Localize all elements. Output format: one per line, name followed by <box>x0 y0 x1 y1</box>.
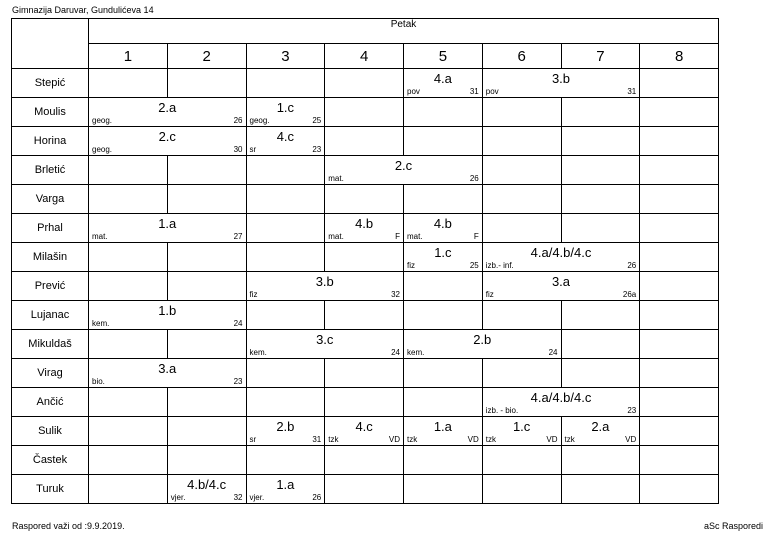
class-label: 2.a <box>591 419 610 434</box>
empty-slot <box>640 156 719 185</box>
class-label: 4.c <box>355 419 373 434</box>
room-label: 26 <box>312 493 322 502</box>
empty-slot <box>89 156 168 185</box>
lesson-cell[interactable] <box>246 475 325 504</box>
period-number: 3 <box>246 44 325 69</box>
empty-slot <box>325 69 404 98</box>
teacher-name: Ančić <box>12 388 89 417</box>
empty-slot <box>325 301 404 330</box>
room-label: 24 <box>391 348 400 357</box>
room-label: VD <box>546 435 558 444</box>
teacher-name: Prhal <box>12 214 89 243</box>
class-label: 3.c <box>316 332 334 347</box>
empty-slot <box>167 330 246 359</box>
empty-slot <box>404 185 483 214</box>
subject-label: sr <box>249 145 257 154</box>
empty-slot <box>640 127 719 156</box>
subject-label: kem. <box>407 348 425 357</box>
empty-slot <box>167 69 246 98</box>
room-label: 26 <box>233 116 243 125</box>
teacher-row <box>12 272 719 301</box>
empty-slot <box>325 243 404 272</box>
teacher-name: Milašin <box>12 243 89 272</box>
class-label: 4.a/4.b/4.c <box>530 245 592 260</box>
class-label: 2.b <box>276 419 295 434</box>
empty-slot <box>167 417 246 446</box>
class-label: 2.c <box>158 129 176 144</box>
empty-slot <box>325 185 404 214</box>
teacher-name: Častek <box>12 446 89 475</box>
room-label: 26 <box>469 174 479 183</box>
valid-from-note: Raspored važi od :9.9.2019. <box>12 521 125 531</box>
teacher-row <box>12 330 719 359</box>
room-label: VD <box>467 435 479 444</box>
empty-slot <box>246 214 325 243</box>
empty-slot <box>640 185 719 214</box>
empty-slot <box>89 446 168 475</box>
subject-label: izb. - bio. <box>485 406 519 415</box>
teacher-row <box>12 156 719 185</box>
lesson-cell[interactable] <box>246 417 325 446</box>
teacher-row <box>12 475 719 504</box>
empty-slot <box>404 388 483 417</box>
lesson-cell[interactable] <box>89 359 247 388</box>
teacher-row <box>12 417 719 446</box>
room-label: 24 <box>548 348 558 357</box>
subject-label: tzk <box>328 435 339 444</box>
empty-slot <box>640 388 719 417</box>
room-label: 31 <box>312 435 322 444</box>
class-label: 1.c <box>434 245 452 260</box>
class-label: 1.a <box>276 477 295 492</box>
lesson-cell[interactable] <box>482 272 640 301</box>
empty-slot <box>89 330 168 359</box>
school-name: Gimnazija Daruvar, Gundulićeva 14 <box>12 5 154 15</box>
period-number: 4 <box>325 44 404 69</box>
lesson-cell[interactable] <box>246 272 404 301</box>
lesson-cell[interactable] <box>404 243 483 272</box>
empty-slot <box>482 127 561 156</box>
empty-slot <box>561 185 640 214</box>
teacher-name: Lujanac <box>12 301 89 330</box>
empty-slot <box>167 388 246 417</box>
empty-slot <box>89 417 168 446</box>
subject-label: fiz <box>485 290 494 299</box>
period-number: 5 <box>404 44 483 69</box>
teacher-name: Virag <box>12 359 89 388</box>
class-label: 4.b <box>433 216 452 231</box>
class-label: 1.a <box>158 216 177 231</box>
class-label: 2.c <box>394 158 413 173</box>
subject-label: geog. <box>249 116 270 125</box>
lesson-cell[interactable] <box>89 214 247 243</box>
empty-slot <box>404 359 483 388</box>
lesson-cell[interactable] <box>325 156 483 185</box>
teacher-row <box>12 69 719 98</box>
empty-slot <box>325 98 404 127</box>
class-label: 4.b/4.c <box>187 477 227 492</box>
room-label: 25 <box>469 261 479 270</box>
empty-slot <box>246 69 325 98</box>
teacher-row <box>12 98 719 127</box>
empty-slot <box>325 475 404 504</box>
empty-slot <box>640 417 719 446</box>
subject-label: kem. <box>92 319 110 328</box>
empty-slot <box>167 446 246 475</box>
timetable-body <box>12 69 719 504</box>
empty-slot <box>640 214 719 243</box>
empty-slot <box>561 359 640 388</box>
subject-label: geog. <box>92 116 113 125</box>
teacher-name: Prević <box>12 272 89 301</box>
period-number: 8 <box>640 44 719 69</box>
empty-slot <box>640 475 719 504</box>
class-label: 1.a <box>433 419 452 434</box>
empty-slot <box>482 301 561 330</box>
empty-slot <box>246 446 325 475</box>
lesson-cell[interactable] <box>89 127 247 156</box>
lesson-cell[interactable] <box>482 69 640 98</box>
room-label: 31 <box>469 87 479 96</box>
empty-slot <box>640 98 719 127</box>
subject-label: pov <box>485 87 499 96</box>
empty-slot <box>325 388 404 417</box>
empty-slot <box>89 185 168 214</box>
room-label: 30 <box>233 145 243 154</box>
lesson-cell[interactable] <box>404 69 483 98</box>
empty-slot <box>640 69 719 98</box>
room-label: 27 <box>233 232 243 241</box>
room-label: 26 <box>627 261 637 270</box>
room-label: 23 <box>312 145 322 154</box>
lesson-cell[interactable] <box>404 417 483 446</box>
class-label: 4.b <box>355 216 374 231</box>
day-header: Petak <box>89 19 719 44</box>
class-label: 3.a <box>551 274 571 289</box>
timetable <box>11 18 719 504</box>
empty-slot <box>325 127 404 156</box>
teacher-row <box>12 446 719 475</box>
empty-slot <box>561 330 640 359</box>
teacher-row <box>12 388 719 417</box>
subject-label: mat. <box>407 232 423 241</box>
room-label: 23 <box>233 377 243 386</box>
room-label: 32 <box>233 493 243 502</box>
empty-slot <box>404 301 483 330</box>
subject-label: mat. <box>328 174 344 183</box>
room-label: 31 <box>627 87 637 96</box>
class-label: 4.c <box>276 129 295 144</box>
empty-slot <box>482 185 561 214</box>
empty-slot <box>246 388 325 417</box>
empty-slot <box>89 69 168 98</box>
lesson-cell[interactable] <box>404 330 562 359</box>
empty-slot <box>404 98 483 127</box>
empty-slot <box>167 185 246 214</box>
empty-slot <box>482 156 561 185</box>
teacher-row <box>12 359 719 388</box>
lesson-cell[interactable] <box>561 417 640 446</box>
empty-slot <box>561 98 640 127</box>
lesson-cell[interactable] <box>482 243 640 272</box>
software-credit: aSc Rasporedi <box>704 521 764 531</box>
empty-slot <box>246 359 325 388</box>
empty-slot <box>640 301 719 330</box>
empty-slot <box>246 243 325 272</box>
class-label: 2.a <box>158 100 177 115</box>
empty-slot <box>482 359 561 388</box>
subject-label: vjer. <box>249 493 265 502</box>
lesson-cell[interactable] <box>246 98 325 127</box>
room-label: 23 <box>627 406 637 415</box>
subject-label: tzk <box>564 435 575 444</box>
empty-slot <box>167 272 246 301</box>
teacher-name: Brletić <box>12 156 89 185</box>
subject-label: izb.- inf. <box>485 261 514 270</box>
empty-slot <box>246 301 325 330</box>
subject-label: kem. <box>249 348 267 357</box>
teacher-row <box>12 214 719 243</box>
lesson-cell[interactable] <box>404 214 483 243</box>
teacher-name: Turuk <box>12 475 89 504</box>
period-number: 2 <box>167 44 246 69</box>
subject-label: fiz <box>407 261 415 270</box>
empty-slot <box>89 272 168 301</box>
lesson-cell[interactable] <box>246 127 325 156</box>
class-label: 2.b <box>473 332 492 347</box>
lesson-cell[interactable] <box>89 301 247 330</box>
corner-cell <box>12 19 89 69</box>
period-number: 6 <box>482 44 561 69</box>
empty-slot <box>640 243 719 272</box>
room-label: VD <box>625 435 637 444</box>
teacher-row <box>12 127 719 156</box>
class-label: 3.a <box>158 361 177 376</box>
teacher-row <box>12 185 719 214</box>
empty-slot <box>561 475 640 504</box>
empty-slot <box>404 272 483 301</box>
lesson-cell[interactable] <box>325 417 404 446</box>
empty-slot <box>640 359 719 388</box>
subject-label: geog. <box>92 145 113 154</box>
empty-slot <box>325 359 404 388</box>
teacher-name: Horina <box>12 127 89 156</box>
lesson-cell[interactable] <box>325 214 404 243</box>
teacher-name: Moulis <box>12 98 89 127</box>
room-label: 32 <box>391 290 400 299</box>
class-label: 1.c <box>276 100 295 115</box>
empty-slot <box>561 214 640 243</box>
empty-slot <box>561 301 640 330</box>
lesson-cell[interactable] <box>167 475 246 504</box>
empty-slot <box>482 446 561 475</box>
empty-slot <box>561 127 640 156</box>
empty-slot <box>89 243 168 272</box>
empty-slot <box>482 475 561 504</box>
empty-slot <box>325 446 404 475</box>
subject-label: mat. <box>328 232 344 241</box>
class-label: 3.b <box>315 274 334 289</box>
subject-label: bio. <box>92 377 105 386</box>
room-label: 26a <box>622 290 637 299</box>
empty-slot <box>561 156 640 185</box>
empty-slot <box>246 185 325 214</box>
room-label: F <box>473 232 479 241</box>
empty-slot <box>167 243 246 272</box>
room-label: 24 <box>233 319 243 328</box>
room-label: F <box>395 232 400 241</box>
subject-label: tzk <box>407 435 418 444</box>
lesson-cell[interactable] <box>482 417 561 446</box>
lesson-cell[interactable] <box>482 388 640 417</box>
class-label: 4.a <box>433 71 452 86</box>
empty-slot <box>404 475 483 504</box>
teacher-row <box>12 301 719 330</box>
period-number: 1 <box>89 44 168 69</box>
period-header-row <box>12 44 719 69</box>
subject-label: sr <box>249 435 257 444</box>
empty-slot <box>482 214 561 243</box>
class-label: 1.c <box>512 419 531 434</box>
class-label: 3.b <box>551 71 571 86</box>
class-label: 1.b <box>158 303 177 318</box>
subject-label: vjer. <box>170 493 186 502</box>
class-label: 4.a/4.b/4.c <box>530 390 592 405</box>
subject-label: fiz <box>249 290 258 299</box>
period-number: 7 <box>561 44 640 69</box>
room-label: VD <box>388 435 400 444</box>
empty-slot <box>482 98 561 127</box>
room-label: 25 <box>312 116 322 125</box>
empty-slot <box>246 156 325 185</box>
teacher-row <box>12 243 719 272</box>
subject-label: tzk <box>485 435 496 444</box>
lesson-cell[interactable] <box>246 330 404 359</box>
empty-slot <box>640 330 719 359</box>
empty-slot <box>640 272 719 301</box>
empty-slot <box>167 156 246 185</box>
empty-slot <box>89 475 168 504</box>
teacher-name: Sulik <box>12 417 89 446</box>
empty-slot <box>89 388 168 417</box>
subject-label: mat. <box>92 232 108 241</box>
lesson-cell[interactable] <box>89 98 247 127</box>
empty-slot <box>561 446 640 475</box>
empty-slot <box>404 127 483 156</box>
empty-slot <box>640 446 719 475</box>
teacher-name: Varga <box>12 185 89 214</box>
teacher-name: Stepić <box>12 69 89 98</box>
teacher-name: Mikuldaš <box>12 330 89 359</box>
empty-slot <box>404 446 483 475</box>
subject-label: pov <box>407 87 420 96</box>
